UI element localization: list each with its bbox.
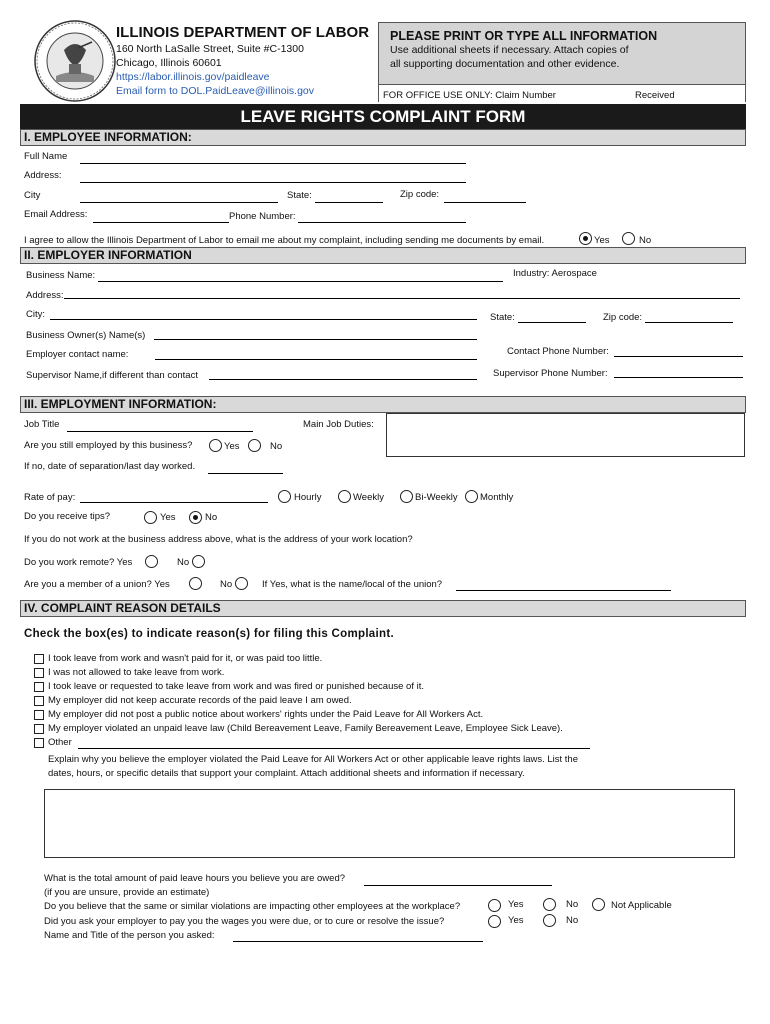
remote-label: Do you work remote? Yes	[24, 557, 133, 568]
print-instructions-title: PLEASE PRINT OR TYPE ALL INFORMATION	[390, 29, 658, 43]
employee-state-label: State:	[287, 190, 312, 201]
business-name-label: Business Name:	[26, 270, 96, 281]
contact-phone-field[interactable]	[614, 356, 743, 357]
job-title-label: Job Title	[24, 419, 60, 430]
reason-checkbox-7[interactable]	[34, 738, 44, 748]
industry-text: Industry: Aerospace	[513, 268, 597, 279]
reason-label-5: My employer did not post a public notice about workers' rights under the Paid Leave for All Workers Act.	[48, 709, 484, 720]
separation-date-label: If no, date of separation/last day worked.	[24, 461, 196, 472]
still-employed-no-radio[interactable]	[248, 439, 261, 452]
hours-owed-field[interactable]	[364, 885, 552, 886]
remote-yes-radio[interactable]	[145, 555, 158, 568]
pay-hourly-label: Hourly	[294, 492, 322, 503]
received-label: Received	[635, 90, 675, 101]
rate-of-pay-label: Rate of pay:	[24, 492, 76, 503]
still-employed-label: Are you still employed by this business?	[24, 440, 193, 451]
explain-text-1: Explain why you believe the employer violated the Paid Leave for All Workers Act or other applicable leave rights laws. List the	[48, 754, 578, 765]
job-title-field[interactable]	[67, 431, 253, 432]
reason-checkbox-6[interactable]	[34, 724, 44, 734]
form-title-bar	[20, 104, 746, 130]
employee-email-field[interactable]	[93, 222, 229, 223]
employer-contact-label: Employer contact name:	[26, 349, 129, 360]
employer-zip-field[interactable]	[645, 322, 733, 323]
employer-zip-label: Zip code:	[603, 312, 643, 323]
employee-zip-field[interactable]	[444, 202, 526, 203]
pay-biweekly-radio[interactable]	[400, 490, 413, 503]
rate-of-pay-field[interactable]	[80, 502, 268, 503]
remote-no-label: No	[177, 557, 190, 568]
union-no-label: No	[220, 579, 233, 590]
employee-city-label: City	[24, 190, 41, 201]
separation-date-field[interactable]	[208, 473, 283, 474]
work-location-label: If you do not work at the business address above, what is the address of your work location?	[24, 534, 413, 545]
contact-phone-label: Contact Phone Number:	[507, 346, 609, 357]
reason-checkbox-5[interactable]	[34, 710, 44, 720]
asked-no-label: No	[566, 915, 579, 926]
print-instructions-box	[378, 22, 746, 102]
reason-label-4: My employer did not keep accurate records of the paid leave I am owed.	[48, 695, 352, 706]
explain-text-2: dates, hours, or specific details that support your complaint. Attach additional sheets and information if necessary.	[48, 768, 525, 779]
tips-yes-radio[interactable]	[144, 511, 157, 524]
tips-yes-label: Yes	[160, 512, 176, 523]
tips-no-radio[interactable]	[189, 511, 202, 524]
similar-no-label: No	[566, 899, 579, 910]
print-instructions-line2: all supporting documentation and other evidence.	[390, 58, 620, 70]
union-no-radio[interactable]	[235, 577, 248, 590]
job-duties-label: Main Job Duties:	[303, 419, 374, 430]
reason-label-1: I took leave from work and wasn't paid for it, or was paid too little.	[48, 653, 323, 664]
business-owner-label: Business Owner(s) Name(s)	[26, 330, 146, 341]
asked-no-radio[interactable]	[543, 914, 556, 927]
similar-yes-label: Yes	[508, 899, 524, 910]
employee-city-field[interactable]	[80, 202, 278, 203]
union-yes-radio[interactable]	[189, 577, 202, 590]
email-link[interactable]: Email form to DOL.PaidLeave@illinois.gov	[116, 85, 314, 97]
employee-address-field[interactable]	[80, 182, 466, 183]
office-use-label: FOR OFFICE USE ONLY: Claim Number	[383, 90, 556, 101]
full-name-label: Full Name	[24, 151, 68, 162]
asked-yes-radio[interactable]	[488, 915, 501, 928]
union-name-field[interactable]	[456, 590, 671, 591]
pay-weekly-label: Weekly	[353, 492, 384, 503]
employer-city-field[interactable]	[50, 319, 477, 320]
employer-city-label: City:	[26, 309, 45, 320]
employer-state-field[interactable]	[518, 322, 586, 323]
reason-checkbox-4[interactable]	[34, 696, 44, 706]
reason-checkbox-2[interactable]	[34, 668, 44, 678]
pay-biweekly-label: Bi-Weekly	[415, 492, 458, 503]
still-employed-yes-label: Yes	[224, 441, 240, 452]
office-use-strip	[379, 84, 745, 102]
asked-employer-label: Did you ask your employer to pay you the wages you were due, or to cure or resolve the issue?	[44, 916, 445, 927]
employer-address-field[interactable]	[64, 298, 740, 299]
tips-label: Do you receive tips?	[24, 511, 111, 522]
reason-label-7: Other	[48, 737, 72, 748]
employee-zip-label: Zip code:	[400, 189, 440, 200]
supervisor-phone-label: Supervisor Phone Number:	[493, 368, 608, 379]
employer-state-label: State:	[490, 312, 515, 323]
employee-phone-label: Phone Number:	[229, 211, 296, 222]
print-instructions-line1: Use additional sheets if necessary. Attach copies of	[390, 44, 629, 56]
paid-leave-link[interactable]: https://labor.illinois.gov/paidleave	[116, 71, 270, 83]
union-label: Are you a member of a union? Yes	[24, 579, 170, 590]
employee-email-label: Email Address:	[24, 209, 88, 220]
email-consent-no-label: No	[639, 235, 652, 246]
pay-monthly-label: Monthly	[480, 492, 514, 503]
job-duties-box[interactable]	[386, 413, 745, 457]
email-consent-text: I agree to allow the Illinois Department of Labor to email me about my complaint, including sending me documents by email.	[24, 235, 545, 246]
supervisor-phone-field[interactable]	[614, 377, 743, 378]
similar-violations-label: Do you believe that the same or similar violations are impacting other employees at the workplace?	[44, 901, 461, 912]
business-name-field[interactable]	[98, 281, 503, 282]
person-asked-label: Name and Title of the person you asked:	[44, 930, 215, 941]
supervisor-name-field[interactable]	[209, 379, 477, 380]
employee-state-field[interactable]	[315, 202, 383, 203]
tips-no-label: No	[205, 512, 218, 523]
still-employed-yes-radio[interactable]	[209, 439, 222, 452]
section-4-header: IV. COMPLAINT REASON DETAILS	[20, 600, 746, 617]
section-2-header: II. EMPLOYER INFORMATION	[20, 247, 746, 264]
similar-na-radio[interactable]	[592, 898, 605, 911]
employer-address-label: Address:	[26, 290, 64, 301]
department-name: ILLINOIS DEPARTMENT OF LABOR	[116, 24, 370, 41]
department-address-1: 160 North LaSalle Street, Suite #C-1300	[116, 43, 304, 55]
hours-owed-note: (if you are unsure, provide an estimate)	[44, 887, 210, 898]
full-name-field[interactable]	[80, 163, 466, 164]
reason-checkbox-1[interactable]	[34, 654, 44, 664]
pay-weekly-radio[interactable]	[338, 490, 351, 503]
email-consent-no-radio[interactable]	[622, 232, 635, 245]
union-name-label: If Yes, what is the name/local of the union?	[262, 579, 443, 590]
still-employed-no-label: No	[270, 441, 283, 452]
other-reason-field[interactable]	[78, 748, 590, 749]
reason-label-3: I took leave or requested to take leave from work and was fired or punished because of it.	[48, 681, 424, 692]
reason-label-2: I was not allowed to take leave from work.	[48, 667, 225, 678]
similar-na-label: Not Applicable	[611, 900, 672, 911]
form-title: LEAVE RIGHTS COMPLAINT FORM	[240, 107, 526, 126]
asked-yes-label: Yes	[508, 915, 524, 926]
person-asked-field[interactable]	[233, 941, 483, 942]
reasons-instruction: Check the box(es) to indicate reason(s) for filing this Complaint.	[24, 628, 394, 640]
employee-address-label: Address:	[24, 170, 62, 181]
similar-yes-radio[interactable]	[488, 899, 501, 912]
complaint-details-box[interactable]	[44, 789, 735, 858]
pay-monthly-radio[interactable]	[465, 490, 478, 503]
reason-label-6: My employer violated an unpaid leave law (Child Bereavement Leave, Family Bereavement Leave, Employee Sick Leave).	[48, 723, 563, 734]
employer-contact-field[interactable]	[155, 359, 477, 360]
remote-no-radio[interactable]	[192, 555, 205, 568]
department-address-2: Chicago, Illinois 60601	[116, 57, 222, 69]
section-3-header: III. EMPLOYMENT INFORMATION:	[20, 396, 746, 413]
business-owner-field[interactable]	[154, 339, 477, 340]
email-consent-yes-radio[interactable]	[579, 232, 592, 245]
section-1-header: I. EMPLOYEE INFORMATION:	[20, 129, 746, 146]
pay-hourly-radio[interactable]	[278, 490, 291, 503]
hours-owed-label: What is the total amount of paid leave hours you believe you are owed?	[44, 873, 346, 884]
state-seal	[34, 20, 116, 102]
similar-no-radio[interactable]	[543, 898, 556, 911]
email-consent-yes-label: Yes	[594, 235, 610, 246]
reason-checkbox-3[interactable]	[34, 682, 44, 692]
supervisor-name-label: Supervisor Name,if different than contact	[26, 370, 198, 381]
employee-phone-field[interactable]	[298, 222, 466, 223]
